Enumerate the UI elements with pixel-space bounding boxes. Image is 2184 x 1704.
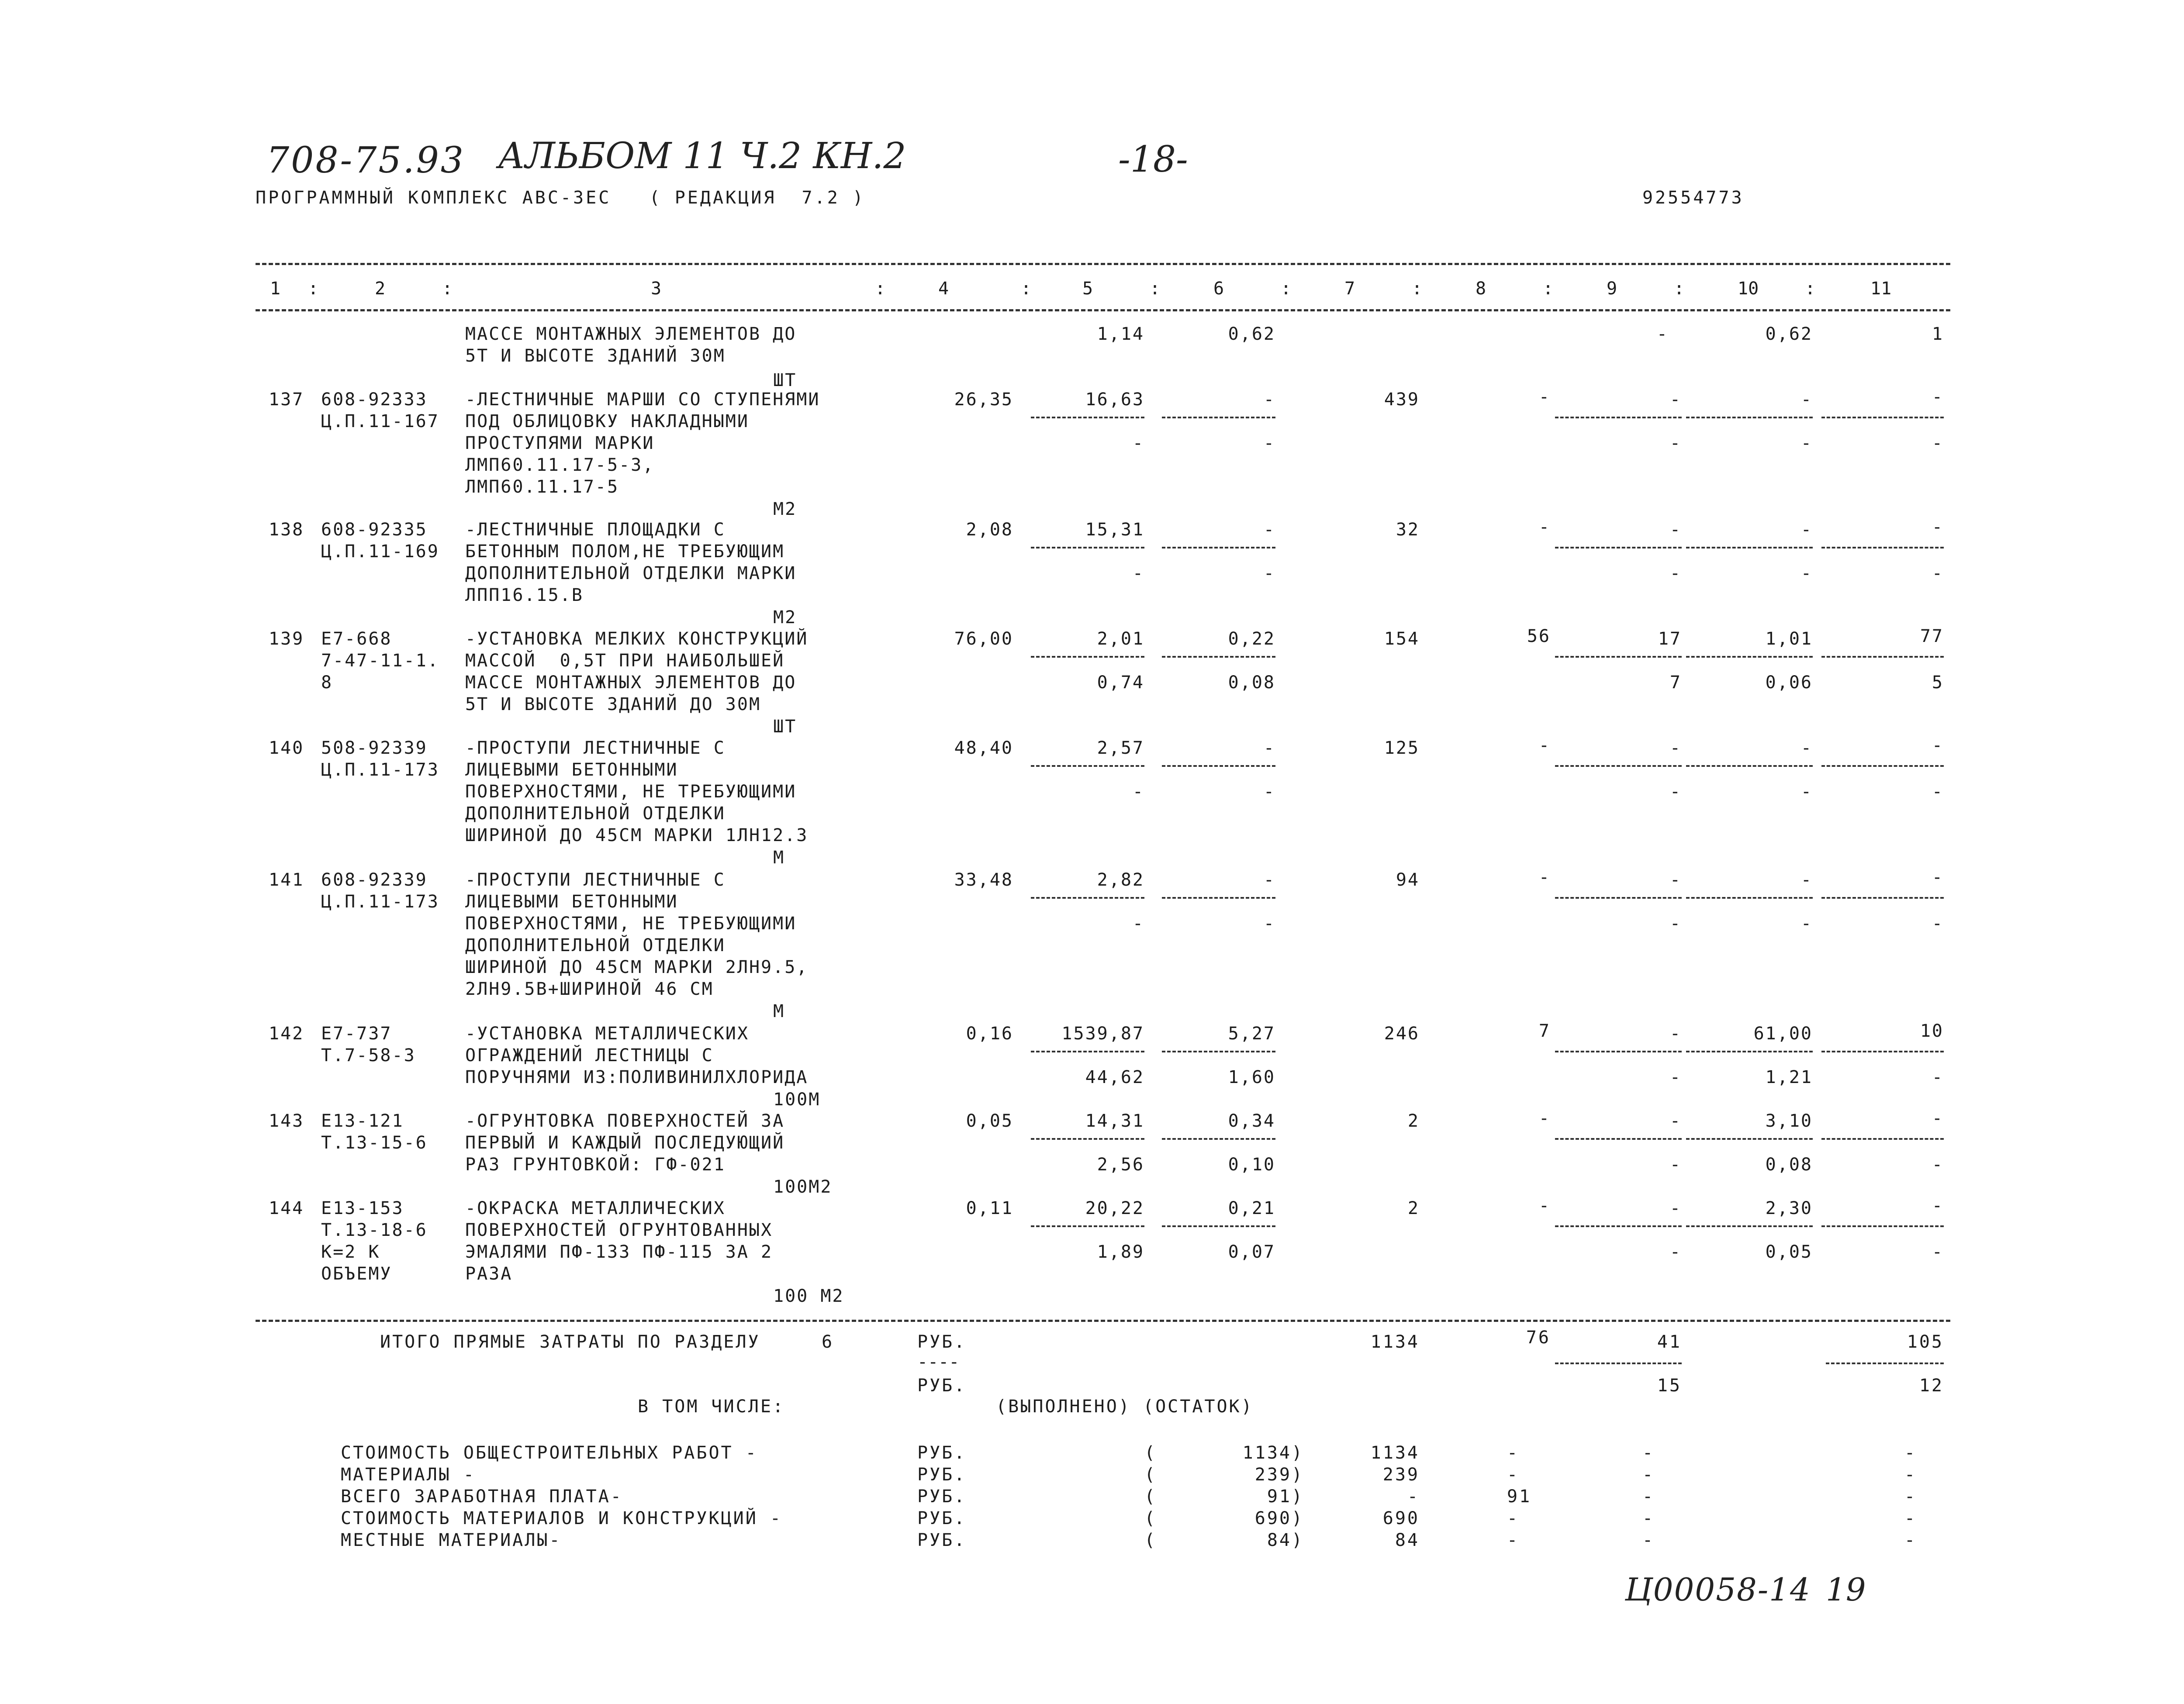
row-number: 142 xyxy=(269,1024,304,1044)
row-code: 608-92333 Ц.П.11-167 xyxy=(321,390,439,431)
cell-c11b: - xyxy=(1932,914,1944,934)
cell-c8: - xyxy=(1538,1108,1551,1128)
cell-divider xyxy=(1162,547,1275,548)
column-separator: : xyxy=(1281,279,1292,299)
cell-c4: 0,11 xyxy=(966,1198,1013,1218)
cell-c10b: 0,08 xyxy=(1765,1155,1813,1175)
cell-divider xyxy=(1555,897,1682,899)
cell-c10: 2,30 xyxy=(1765,1198,1813,1218)
breakdown-label: СТОИМОСТЬ МАТЕРИАЛОВ И КОНСТРУКЦИЙ - xyxy=(341,1508,782,1528)
totals-currency: РУБ. xyxy=(917,1332,967,1352)
breakdown-currency: РУБ. xyxy=(917,1443,967,1463)
cell-c10: 1,01 xyxy=(1765,629,1813,649)
totals-col9: 41 xyxy=(1657,1332,1682,1352)
cell-c10: 3,10 xyxy=(1765,1111,1813,1131)
column-header-4: 4 xyxy=(938,279,949,299)
cell-c11: - xyxy=(1932,517,1944,537)
cell-c7: 2 xyxy=(1407,1111,1420,1131)
cell-c6: 0,22 xyxy=(1228,629,1275,649)
cell-c6b: 0,08 xyxy=(1228,673,1275,693)
cell-divider xyxy=(1686,897,1813,899)
cell-c9: - xyxy=(1669,1024,1682,1044)
row-number: 141 xyxy=(269,870,304,890)
cell-c11: - xyxy=(1932,867,1944,887)
totals-divider xyxy=(1555,1363,1682,1364)
cell-c8: - xyxy=(1538,387,1551,407)
column-header-2: 2 xyxy=(375,279,386,299)
row-description: -ОГРУНТОВКА ПОВЕРХНОСТЕЙ ЗА ПЕРВЫЙ И КАЖДЫЙ ПОСЛЕДУЮЩИЙ РАЗ ГРУНТОВКОЙ: ГФ-021 xyxy=(465,1111,785,1175)
breakdown-col11: - xyxy=(1904,1487,1917,1507)
cell-divider xyxy=(1686,1138,1813,1140)
column-header-1: 1 xyxy=(270,279,281,299)
breakdown-done: ( 239) xyxy=(1144,1465,1304,1485)
row-description: -ПРОСТУПИ ЛЕСТНИЧНЫЕ С ЛИЦЕВЫМИ БЕТОННЫМИ ПОВЕРХНОСТЯМИ, НЕ ТРЕБУЮЩИМИ ДОПОЛНИТЕЛЬНОЙ ОТДЕЛКИ ШИРИНОЙ ДО 45СМ МАРКИ 2ЛН9.5, 2ЛН9.5В+ШИРИНОЙ 46 СМ xyxy=(465,870,809,999)
breakdown-currency: РУБ. xyxy=(917,1465,967,1485)
breakdown-label: ВСЕГО ЗАРАБОТНАЯ ПЛАТА- xyxy=(341,1487,623,1507)
cell-c6b: 1,60 xyxy=(1228,1067,1275,1087)
cell-c10: - xyxy=(1800,870,1813,890)
cell-divider xyxy=(1031,897,1144,899)
column-header-11: 11 xyxy=(1870,279,1892,299)
cell-c5: 20,22 xyxy=(1085,1198,1144,1218)
cell-c5: 2,82 xyxy=(1097,870,1144,890)
cell-c10: - xyxy=(1800,520,1813,540)
cell-c5: 15,31 xyxy=(1085,520,1144,540)
totals-divider xyxy=(1826,1363,1944,1364)
cell-col6: 0,62 xyxy=(1228,324,1275,344)
cell-divider xyxy=(1031,417,1144,418)
cell-divider xyxy=(1031,547,1144,548)
cell-c9: - xyxy=(1669,1111,1682,1131)
cell-divider xyxy=(1821,547,1944,548)
cell-c7: 246 xyxy=(1384,1024,1420,1044)
cell-col11: 1 xyxy=(1932,324,1944,344)
cell-divider xyxy=(1821,1138,1944,1140)
cell-c11: - xyxy=(1932,387,1944,407)
cell-divider xyxy=(1555,656,1682,658)
cell-c9b: - xyxy=(1669,1155,1682,1175)
cell-divider xyxy=(1555,547,1682,548)
cell-c7: 94 xyxy=(1396,870,1420,890)
cell-c9b: - xyxy=(1669,563,1682,583)
cell-divider xyxy=(1821,765,1944,767)
cell-divider xyxy=(1686,765,1813,767)
cell-c9: - xyxy=(1669,520,1682,540)
cell-col9: - xyxy=(1656,324,1669,344)
cell-c10: - xyxy=(1800,738,1813,758)
row-unit: М xyxy=(773,1001,785,1021)
handwritten-footer-number: 19 xyxy=(1826,1571,1866,1608)
column-header-8: 8 xyxy=(1476,279,1486,299)
row-description: -УСТАНОВКА МЕЛКИХ КОНСТРУКЦИЙ МАССОЙ 0,5Т ПРИ НАИБОЛЬШЕЙ МАССЕ МОНТАЖНЫХ ЭЛЕМЕНТОВ ДО 5Т И ВЫСОТЕ ЗДАНИЙ ДО 30М xyxy=(465,629,809,714)
cell-c7: 439 xyxy=(1384,390,1420,410)
cell-divider xyxy=(1555,417,1682,418)
totals-label: ИТОГО ПРЯМЫЕ ЗАТРАТЫ ПО РАЗДЕЛУ 6 xyxy=(380,1332,834,1352)
cell-c6b: - xyxy=(1263,914,1275,934)
cell-c9b: 7 xyxy=(1669,673,1682,693)
breakdown-col7: 690 xyxy=(1382,1508,1420,1528)
including-label: В ТОМ ЧИСЛЕ: xyxy=(638,1397,785,1417)
row-description: МАССЕ МОНТАЖНЫХ ЭЛЕМЕНТОВ ДО 5Т И ВЫСОТЕ ЗДАНИЙ 30М xyxy=(465,324,797,366)
totals-col11: 105 xyxy=(1907,1332,1944,1352)
cell-divider xyxy=(1686,1225,1813,1227)
cell-col5: 1,14 xyxy=(1097,324,1144,344)
row-code: 508-92339 Ц.П.11-173 xyxy=(321,738,439,780)
row-number: 137 xyxy=(269,390,304,410)
breakdown-label: МЕСТНЫЕ МАТЕРИАЛЫ- xyxy=(341,1530,562,1550)
cell-c4: 48,40 xyxy=(954,738,1013,758)
cell-divider xyxy=(1162,1225,1275,1227)
column-header-9: 9 xyxy=(1607,279,1617,299)
column-separator: : xyxy=(308,279,319,299)
column-header-3: 3 xyxy=(651,279,662,299)
row-code: 608-92335 Ц.П.11-169 xyxy=(321,520,439,562)
handwritten-footer-code: Ц00058-14 xyxy=(1625,1571,1811,1608)
row-unit: М2 xyxy=(773,607,797,628)
breakdown-col8: - xyxy=(1507,1443,1520,1463)
cell-c5b: - xyxy=(1132,914,1144,934)
totals-top-rule xyxy=(256,1320,1950,1322)
cell-c7: 32 xyxy=(1396,520,1420,540)
cell-divider xyxy=(1686,1051,1813,1052)
cell-divider xyxy=(1162,656,1275,658)
cell-c5b: - xyxy=(1132,433,1144,453)
breakdown-currency: РУБ. xyxy=(917,1487,967,1507)
cell-divider xyxy=(1162,1138,1275,1140)
cell-c9b: - xyxy=(1669,782,1682,802)
breakdown-col8: - xyxy=(1507,1465,1520,1485)
cell-c4: 33,48 xyxy=(954,870,1013,890)
cell-c7: 2 xyxy=(1407,1198,1420,1218)
table-header-rule xyxy=(256,309,1950,311)
cell-c10b: 1,21 xyxy=(1765,1067,1813,1087)
cell-c11b: - xyxy=(1932,433,1944,453)
cell-c6: 0,21 xyxy=(1228,1198,1275,1218)
row-unit: ШТ xyxy=(773,370,797,390)
cell-c6b: 0,07 xyxy=(1228,1242,1275,1262)
column-header-6: 6 xyxy=(1213,279,1224,299)
cell-c11: - xyxy=(1932,735,1944,755)
cell-c4: 0,16 xyxy=(966,1024,1013,1044)
cell-c10b: 0,06 xyxy=(1765,673,1813,693)
cell-c11: 77 xyxy=(1920,626,1944,646)
cell-c11: 10 xyxy=(1920,1021,1944,1041)
cell-c4: 0,05 xyxy=(966,1111,1013,1131)
cell-divider xyxy=(1555,765,1682,767)
totals-col7: 1134 xyxy=(1370,1332,1420,1352)
breakdown-currency: РУБ. xyxy=(917,1508,967,1528)
cell-c6: - xyxy=(1263,738,1275,758)
column-separator: : xyxy=(1674,279,1685,299)
breakdown-col9: - xyxy=(1642,1487,1655,1507)
cell-divider xyxy=(1821,656,1944,658)
row-description: -ЛЕСТНИЧНЫЕ ПЛОЩАДКИ С БЕТОННЫМ ПОЛОМ,НЕ ТРЕБУЮЩИМ ДОПОЛНИТЕЛЬНОЙ ОТДЕЛКИ МАРКИ ЛПП16.15.В xyxy=(465,520,797,605)
cell-c9b: - xyxy=(1669,433,1682,453)
cell-c11b: - xyxy=(1932,1067,1944,1087)
cell-c11: - xyxy=(1932,1108,1944,1128)
breakdown-done: ( 91) xyxy=(1144,1487,1304,1507)
cell-c11: - xyxy=(1932,1196,1944,1216)
cell-divider xyxy=(1821,1051,1944,1052)
row-code: Е13-153 Т.13-18-6 К=2 К ОБЪЕМУ xyxy=(321,1198,428,1284)
column-separator: : xyxy=(875,279,886,299)
cell-c5: 2,57 xyxy=(1097,738,1144,758)
breakdown-col7: 84 xyxy=(1395,1530,1420,1550)
cell-c6: - xyxy=(1263,390,1275,410)
cell-c11b: - xyxy=(1932,1155,1944,1175)
cell-c6: - xyxy=(1263,520,1275,540)
row-number: 143 xyxy=(269,1111,304,1131)
column-separator: : xyxy=(1021,279,1032,299)
breakdown-done: ( 84) xyxy=(1144,1530,1304,1550)
breakdown-col11: - xyxy=(1904,1443,1917,1463)
table-top-rule xyxy=(256,263,1950,265)
column-separator: : xyxy=(1150,279,1161,299)
cell-c10: 61,00 xyxy=(1753,1024,1813,1044)
cell-c10: - xyxy=(1800,390,1813,410)
breakdown-col7: 1134 xyxy=(1370,1443,1420,1463)
cell-c7: 125 xyxy=(1384,738,1420,758)
cell-c5b: - xyxy=(1132,782,1144,802)
totals-col11-sub: 12 xyxy=(1919,1376,1944,1396)
cell-c9b: - xyxy=(1669,1067,1682,1087)
cell-c10b: - xyxy=(1800,914,1813,934)
cell-c8: - xyxy=(1538,517,1551,537)
breakdown-col9: - xyxy=(1642,1443,1655,1463)
cell-divider xyxy=(1686,417,1813,418)
row-unit: 100М xyxy=(773,1090,821,1110)
cell-c10b: - xyxy=(1800,563,1813,583)
row-number: 144 xyxy=(269,1198,304,1218)
cell-divider xyxy=(1162,1051,1275,1052)
row-code: 608-92339 Ц.П.11-173 xyxy=(321,870,439,912)
row-unit: 100М2 xyxy=(773,1177,833,1197)
cell-c9: - xyxy=(1669,870,1682,890)
cell-c5b: 2,56 xyxy=(1097,1155,1144,1175)
cell-c9: - xyxy=(1669,738,1682,758)
cell-divider xyxy=(1031,765,1144,767)
cell-c5b: 1,89 xyxy=(1097,1242,1144,1262)
cell-divider xyxy=(1031,1225,1144,1227)
row-description: -ОКРАСКА МЕТАЛЛИЧЕСКИХ ПОВЕРХНОСТЕЙ ОГРУНТОВАННЫХ ЭМАЛЯМИ ПФ-133 ПФ-115 ЗА 2 РАЗА xyxy=(465,1198,773,1284)
breakdown-col8: - xyxy=(1507,1530,1520,1550)
cell-divider xyxy=(1686,547,1813,548)
cell-divider xyxy=(1821,1225,1944,1227)
cell-divider xyxy=(1162,897,1275,899)
cell-divider xyxy=(1555,1138,1682,1140)
breakdown-label: МАТЕРИАЛЫ - xyxy=(341,1465,476,1485)
breakdown-col9: - xyxy=(1642,1508,1655,1528)
cell-col10: 0,62 xyxy=(1765,324,1813,344)
cell-c6b: - xyxy=(1263,563,1275,583)
breakdown-col8: 91 xyxy=(1507,1487,1532,1507)
breakdown-label: СТОИМОСТЬ ОБЩЕСТРОИТЕЛЬНЫХ РАБОТ - xyxy=(341,1443,758,1463)
cell-divider xyxy=(1686,656,1813,658)
done-remaining-label: (ВЫПОЛНЕНО) (ОСТАТОК) xyxy=(996,1397,1254,1417)
cell-c5b: 44,62 xyxy=(1085,1067,1144,1087)
cell-c10b: - xyxy=(1800,433,1813,453)
column-separator: : xyxy=(1805,279,1816,299)
cell-c6b: - xyxy=(1263,782,1275,802)
row-code: Е7-737 Т.7-58-3 xyxy=(321,1024,416,1066)
cell-c8: 7 xyxy=(1538,1021,1551,1041)
cell-c5: 16,63 xyxy=(1085,390,1144,410)
cell-divider xyxy=(1555,1225,1682,1227)
breakdown-col11: - xyxy=(1904,1508,1917,1528)
cell-c11b: - xyxy=(1932,1242,1944,1262)
breakdown-col11: - xyxy=(1904,1465,1917,1485)
cell-c9: 17 xyxy=(1658,629,1682,649)
cell-c4: 76,00 xyxy=(954,629,1013,649)
cell-divider xyxy=(1031,1138,1144,1140)
breakdown-col11: - xyxy=(1904,1530,1917,1550)
cell-c11b: 5 xyxy=(1932,673,1944,693)
cell-c6b: - xyxy=(1263,433,1275,453)
cell-c9b: - xyxy=(1669,914,1682,934)
totals-currency-2: РУБ. xyxy=(917,1376,967,1396)
row-description: -ЛЕСТНИЧНЫЕ МАРШИ СО СТУПЕНЯМИ ПОД ОБЛИЦОВКУ НАКЛАДНЫМИ ПРОСТУПЯМИ МАРКИ ЛМП60.11.17-5-3, ЛМП60.11.17-5 xyxy=(465,390,820,497)
handwritten-project-code: 708-75.93 xyxy=(266,140,465,181)
cell-c6b: 0,10 xyxy=(1228,1155,1275,1175)
breakdown-currency: РУБ. xyxy=(917,1530,967,1550)
row-unit: М xyxy=(773,848,785,868)
cell-divider xyxy=(1555,1051,1682,1052)
breakdown-col7: 239 xyxy=(1382,1465,1420,1485)
row-number: 138 xyxy=(269,520,304,540)
column-header-10: 10 xyxy=(1738,279,1759,299)
handwritten-album-label: АЛЬБОМ 11 Ч.2 КН.2 xyxy=(498,135,906,177)
handwritten-page-number: -18- xyxy=(1118,139,1188,180)
row-code: Е13-121 Т.13-15-6 xyxy=(321,1111,428,1153)
breakdown-col8: - xyxy=(1507,1508,1520,1528)
cell-c11b: - xyxy=(1932,782,1944,802)
cell-divider xyxy=(1162,765,1275,767)
cell-c8: - xyxy=(1538,1196,1551,1216)
program-header: ПРОГРАММНЫЙ КОМПЛЕКС АВС-3ЕС ( РЕДАКЦИЯ 7.2 ) xyxy=(256,188,865,208)
row-number: 139 xyxy=(269,629,304,649)
row-unit: М2 xyxy=(773,499,797,519)
cell-c5: 14,31 xyxy=(1085,1111,1144,1131)
column-separator: : xyxy=(1412,279,1423,299)
cell-c5b: - xyxy=(1132,563,1144,583)
cell-c4: 2,08 xyxy=(966,520,1013,540)
cell-c5: 1539,87 xyxy=(1061,1024,1144,1044)
cell-c10b: 0,05 xyxy=(1765,1242,1813,1262)
cell-c8: 56 xyxy=(1527,626,1551,646)
column-header-5: 5 xyxy=(1082,279,1093,299)
cell-c11b: - xyxy=(1932,563,1944,583)
row-description: -УСТАНОВКА МЕТАЛЛИЧЕСКИХ ОГРАЖДЕНИЙ ЛЕСТНИЦЫ С ПОРУЧНЯМИ ИЗ:ПОЛИВИНИЛХЛОРИДА xyxy=(465,1024,809,1087)
column-separator: : xyxy=(1543,279,1554,299)
document-number: 92554773 xyxy=(1642,188,1744,208)
cell-divider xyxy=(1821,897,1944,899)
row-unit: 100 М2 xyxy=(773,1286,844,1306)
cell-c10b: - xyxy=(1800,782,1813,802)
column-header-7: 7 xyxy=(1344,279,1355,299)
cell-divider xyxy=(1031,656,1144,658)
totals-currency-underline: ---- xyxy=(917,1352,960,1372)
cell-c7: 154 xyxy=(1384,629,1420,649)
row-code: Е7-668 7-47-11-1. 8 xyxy=(321,629,439,693)
cell-c6: - xyxy=(1263,870,1275,890)
row-description: -ПРОСТУПИ ЛЕСТНИЧНЫЕ С ЛИЦЕВЫМИ БЕТОННЫМИ ПОВЕРХНОСТЯМИ, НЕ ТРЕБУЮЩИМИ ДОПОЛНИТЕЛЬНОЙ ОТДЕЛКИ ШИРИНОЙ ДО 45СМ МАРКИ 1ЛН12.3 xyxy=(465,738,809,845)
breakdown-col9: - xyxy=(1642,1465,1655,1485)
breakdown-done: ( 1134) xyxy=(1144,1443,1304,1463)
totals-col8: 76 xyxy=(1526,1328,1551,1348)
cell-c4: 26,35 xyxy=(954,390,1013,410)
totals-col9-sub: 15 xyxy=(1657,1376,1682,1396)
breakdown-col7: - xyxy=(1407,1487,1420,1507)
cell-c6: 5,27 xyxy=(1228,1024,1275,1044)
cell-c9: - xyxy=(1669,390,1682,410)
row-number: 140 xyxy=(269,738,304,758)
cell-c6: 0,34 xyxy=(1228,1111,1275,1131)
row-unit: ШТ xyxy=(773,717,797,737)
cell-divider xyxy=(1821,417,1944,418)
cell-divider xyxy=(1162,417,1275,418)
cell-c8: - xyxy=(1538,867,1551,887)
breakdown-done: ( 690) xyxy=(1144,1508,1304,1528)
cell-divider xyxy=(1031,1051,1144,1052)
breakdown-col9: - xyxy=(1642,1530,1655,1550)
cell-c5: 2,01 xyxy=(1097,629,1144,649)
cell-c9b: - xyxy=(1669,1242,1682,1262)
cell-c8: - xyxy=(1538,735,1551,755)
column-separator: : xyxy=(442,279,453,299)
cell-c5b: 0,74 xyxy=(1097,673,1144,693)
cell-c9: - xyxy=(1669,1198,1682,1218)
